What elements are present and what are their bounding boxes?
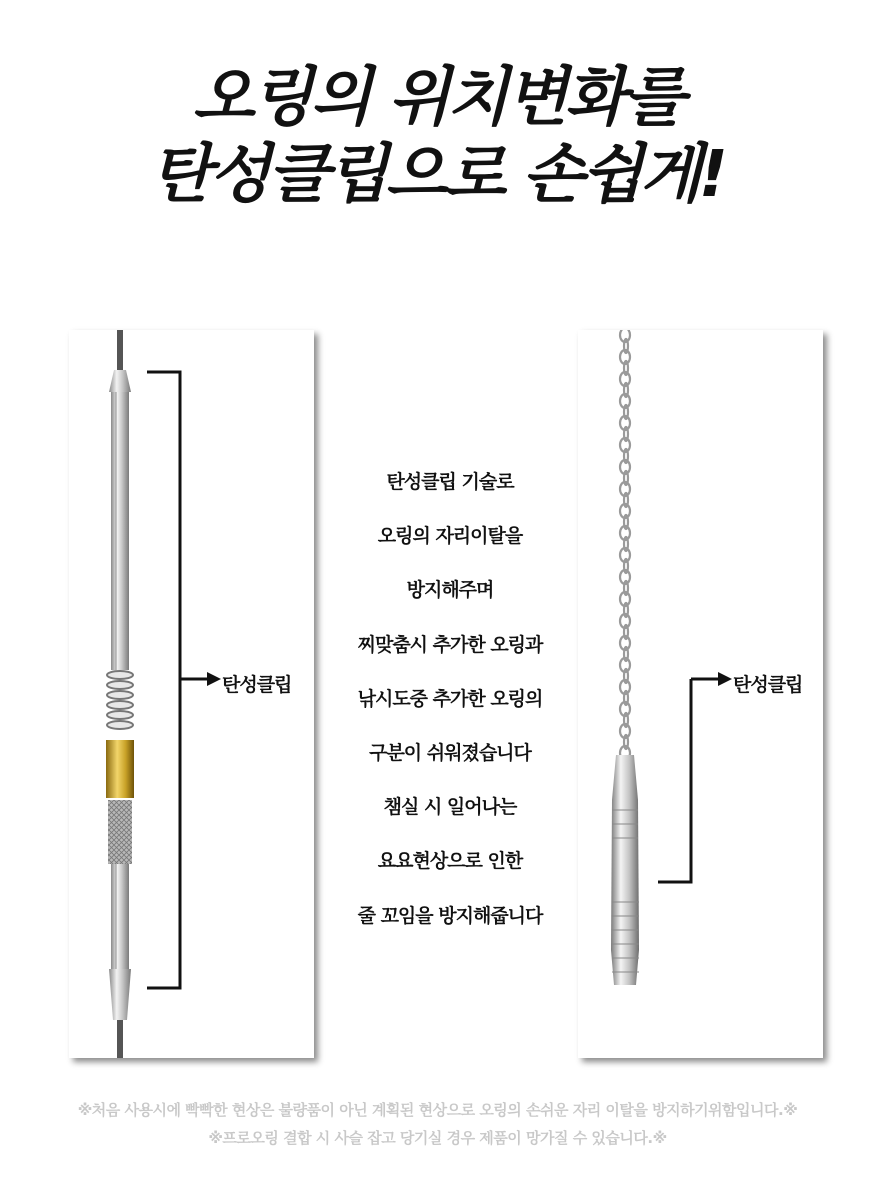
description-line: 탄성클립 기술로 (386, 471, 514, 493)
description-line: 방지해주며 (406, 579, 494, 602)
description-line: 찌맞춤시 추가한 오링과 (357, 633, 543, 656)
description-text-block (300, 470, 600, 958)
footnote-line-1: ※처음 사용시에 빡빡한 현상은 불량품이 아닌 계획된 현상으로 오링의 손쉬운 자리 이탈을 방지하기위함입니다.※ (77, 1101, 798, 1119)
description-line: 낚시도중 추가한 오링의 (357, 687, 543, 710)
footnote-line-2: ※프로오링 결합 시 사슬 잡고 당기실 경우 제품이 망가질 수 있습니다.※ (208, 1129, 667, 1147)
description-line: 요요현상으로 인한 (377, 850, 523, 873)
description-line: 오링의 자리이탈을 (377, 525, 523, 548)
footnotes (0, 1096, 875, 1152)
headline-line-2: 탄성클립으로 손쉽게! (150, 138, 725, 212)
description-line: 구분이 쉬워졌습니다 (369, 741, 531, 764)
headline-line-1: 오링의 위치변화를 (192, 61, 683, 135)
right-callout-label: 탄성클립 (733, 674, 803, 696)
description-line: 챔실 시 일어나는 (383, 796, 517, 819)
description-line: 줄 꼬임을 방지해줍니다 (357, 904, 543, 927)
left-callout-label: 탄성클립 (222, 674, 292, 696)
